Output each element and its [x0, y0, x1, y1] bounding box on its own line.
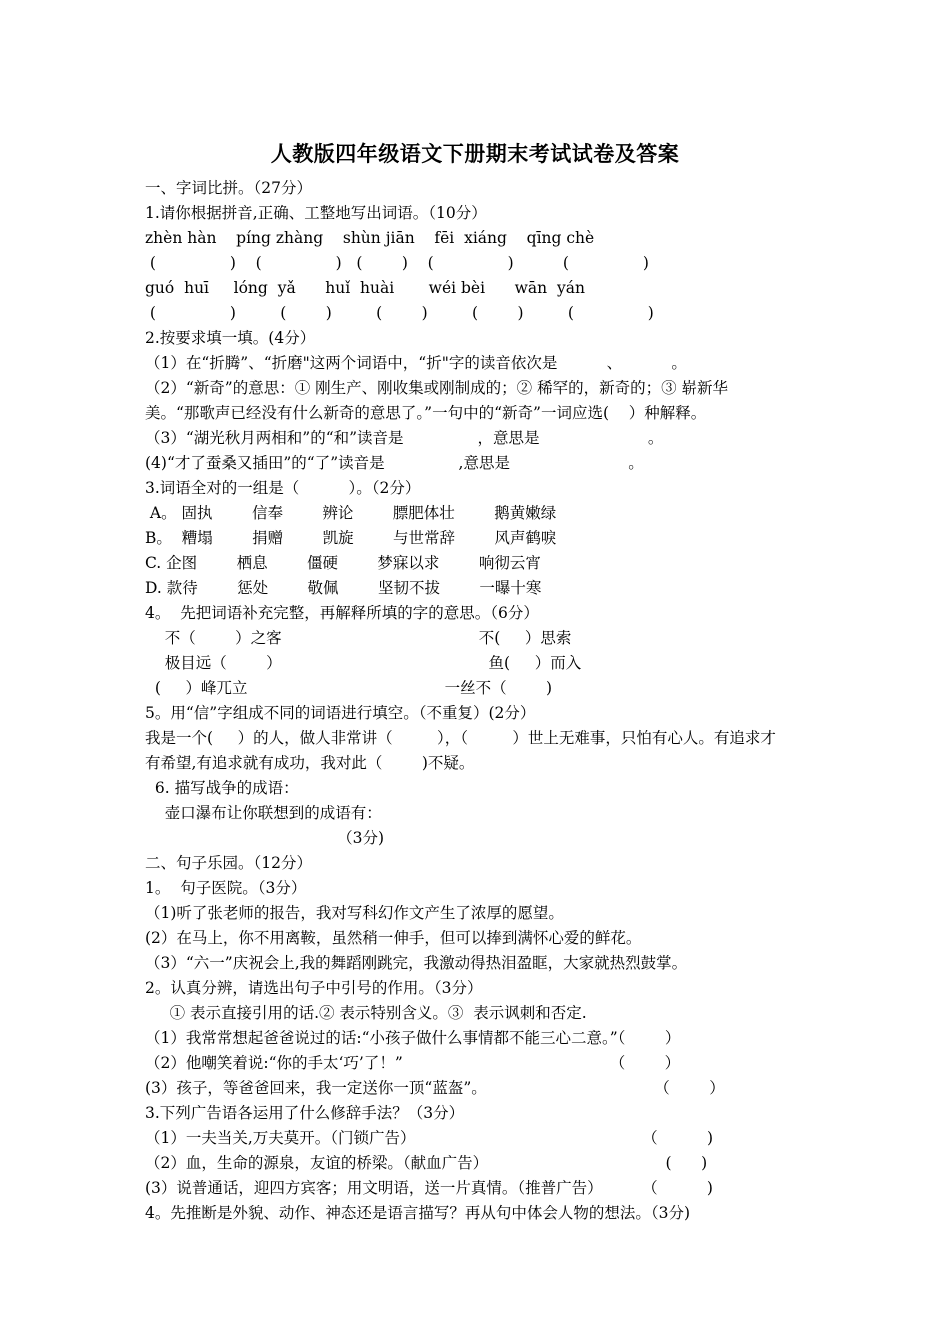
text-line: (2）在马上，你不用离鞍，虽然稍一伸手，但可以捧到满怀心爱的鲜花。 — [145, 929, 642, 947]
text-line: A。 固执 信奉 辨论 膘肥体壮 鹅黄嫩绿 — [145, 504, 557, 522]
exam-title: 人教版四年级语文下册期末考试试卷及答案 — [270, 141, 680, 166]
text-line: （3）“六一”庆祝会上,我的舞蹈刚跳完，我激动得热泪盈眶，大家就热烈鼓掌。 — [145, 954, 688, 972]
text-line: ( ）峰兀立 一丝不（ ) — [145, 679, 553, 697]
text-line: 极目远（ ） 鱼( ）而入 — [145, 654, 582, 672]
text-line: 5。用“信”字组成不同的词语进行填空。（不重复）(2分） — [145, 704, 536, 722]
text-line: （1）我常常想起爸爸说过的话:“小孩子做什么事情都不能三心二意。”（ ） — [145, 1029, 681, 1047]
text-line: 1。 句子医院。（3分） — [145, 879, 307, 897]
text-line: (4)“才了蚕桑又插田”的“了”读音是 ,意思是 。 — [145, 454, 644, 472]
text-line: （1)听了张老师的报告，我对写科幻作文产生了浓厚的愿望。 — [145, 904, 564, 922]
text-line: (3）孩子，等爸爸回来，我一定送你一顶“蓝盔”。 （ ） — [145, 1079, 725, 1097]
text-line: ( ) ( ) ( ) ( ) ( ) — [145, 254, 649, 272]
text-line: 6. 描写战争的成语： — [145, 779, 299, 797]
text-line: 2。认真分辨，请选出句子中引号的作用。（3分） — [145, 979, 483, 997]
text-line: 3.下列广告语各运用了什么修辞手法？（3分） — [145, 1104, 465, 1122]
text-line: （3分) — [145, 829, 385, 847]
text-line: 我是一个( ）的人，做人非常讲（ ），（ ）世上无难事，只怕有心人。有追求才 — [145, 729, 776, 747]
text-line: zhèn hàn píng zhàng shùn jiān fēi xiáng qīng chè — [145, 229, 595, 247]
text-line: 2.按要求填一填。(4分） — [145, 329, 316, 347]
text-line: 壶口瀑布让你联想到的成语有： — [145, 804, 382, 822]
text-line: 美。“那歌声已经没有什么新奇的意思了。”一句中的“新奇”一词应选( ）种解释。 — [145, 404, 707, 422]
text-line: 4。先推断是外貌、动作、神态还是语言描写？再从句中体会人物的想法。（3分) — [145, 1204, 691, 1222]
text-line: （3）“湖光秋月两相和”的“和”读音是 ，意思是 。 — [145, 429, 664, 447]
text-line: 二、句子乐园。（12分） — [145, 854, 312, 872]
text-line: B。 糟塌 捐赠 凯旋 与世常辞 风声鹤唳 — [145, 529, 557, 547]
text-line: guó huī lóng yǎ huǐ huài wéi bèi wān yán — [145, 279, 585, 297]
text-line: （2）血，生命的源泉，友谊的桥梁。（献血广告） ( ) — [145, 1154, 708, 1172]
text-line: 一、字词比拼。（27分） — [145, 179, 312, 197]
text-line: （2）“新奇”的意思：① 刚生产、刚收集或刚制成的；② 稀罕的，新奇的；③ 崭新华 — [145, 379, 728, 397]
text-line: ① 表示直接引用的话.② 表示特别含义。③ 表示讽刺和否定. — [145, 1004, 587, 1022]
text-line: 不（ ）之客 不( ）思索 — [145, 629, 572, 647]
text-line: （1）在“折腾”、“折磨"这两个词语中，“折"字的读音依次是 、 。 — [145, 354, 687, 372]
text-line: （2）他嘲笑着说:“你的手太‘巧’了！” （ ） — [145, 1054, 681, 1072]
text-line: 1.请你根据拼音,正确、工整地写出词语。（10分） — [145, 204, 487, 222]
text-line: 3.词语全对的一组是（ ）。（2分） — [145, 479, 421, 497]
text-line: 有希望,有追求就有成功，我对此（ )不疑。 — [145, 754, 475, 772]
text-line: (3）说普通话，迎四方宾客；用文明语，送一片真情。（推普广告） （ ) — [145, 1179, 713, 1197]
text-line: （1）一夫当关,万夫莫开。（门锁广告） （ ) — [145, 1129, 713, 1147]
text-line: D. 款待 惩处 敬佩 坚韧不拔 一曝十寒 — [145, 579, 542, 597]
text-line: ( ) ( ) ( ) ( ) ( ) — [145, 304, 654, 322]
text-line: 4。 先把词语补充完整，再解释所填的字的意思。（6分） — [145, 604, 539, 622]
text-line: C. 企图 栖息 僵硬 梦寐以求 响彻云宵 — [145, 554, 541, 572]
